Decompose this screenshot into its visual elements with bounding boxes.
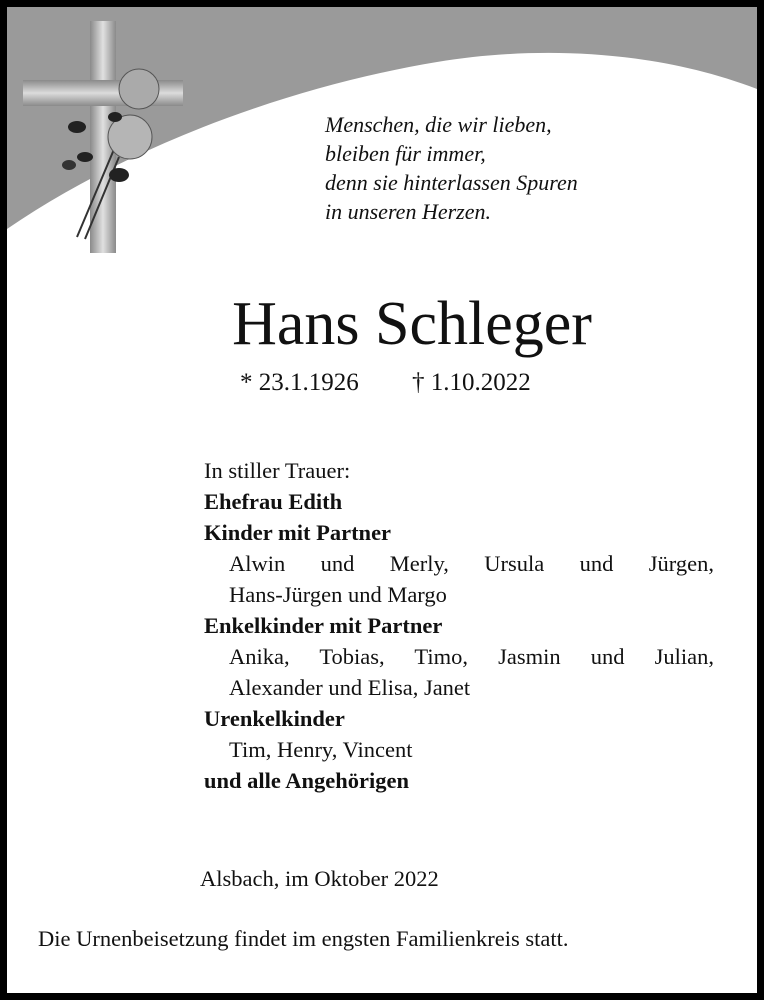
spouse: Ehefrau Edith bbox=[204, 489, 343, 514]
grandchildren-label: Enkelkinder mit Partner bbox=[204, 613, 443, 638]
poem-line: Menschen, die wir lieben, bbox=[325, 112, 552, 137]
deceased-name: Hans Schleger bbox=[232, 290, 592, 358]
other-relatives: und alle Angehörigen bbox=[204, 768, 410, 793]
children-line: Hans-Jürgen und Margo bbox=[229, 582, 447, 607]
poem-line: denn sie hinterlassen Spuren bbox=[325, 170, 578, 195]
poem bbox=[325, 110, 578, 226]
mourners-intro: In stiller Trauer: bbox=[204, 458, 351, 483]
place-date: Alsbach, im Oktober 2022 bbox=[200, 866, 439, 891]
burial-note: Die Urnenbeisetzung findet im engsten Familienkreis statt. bbox=[38, 926, 569, 951]
greatgrandchildren-line: Tim, Henry, Vincent bbox=[229, 737, 413, 762]
children-line: Alwin und Merly, Ursula und Jürgen, bbox=[229, 551, 714, 576]
grandchildren-line: Alexander und Elisa, Janet bbox=[229, 675, 471, 700]
poem-line: bleiben für immer, bbox=[325, 141, 486, 166]
mourners-list bbox=[204, 455, 714, 796]
poem-line: in unseren Herzen. bbox=[325, 199, 491, 224]
birth-date: * 23.1.1926 bbox=[240, 369, 359, 396]
greatgrandchildren-label: Urenkelkinder bbox=[204, 706, 345, 731]
children-label: Kinder mit Partner bbox=[204, 520, 392, 545]
grandchildren-line: Anika, Tobias, Timo, Jasmin und Julian, bbox=[229, 644, 714, 669]
obituary-card bbox=[7, 7, 757, 993]
death-date: † 1.10.2022 bbox=[412, 369, 531, 396]
